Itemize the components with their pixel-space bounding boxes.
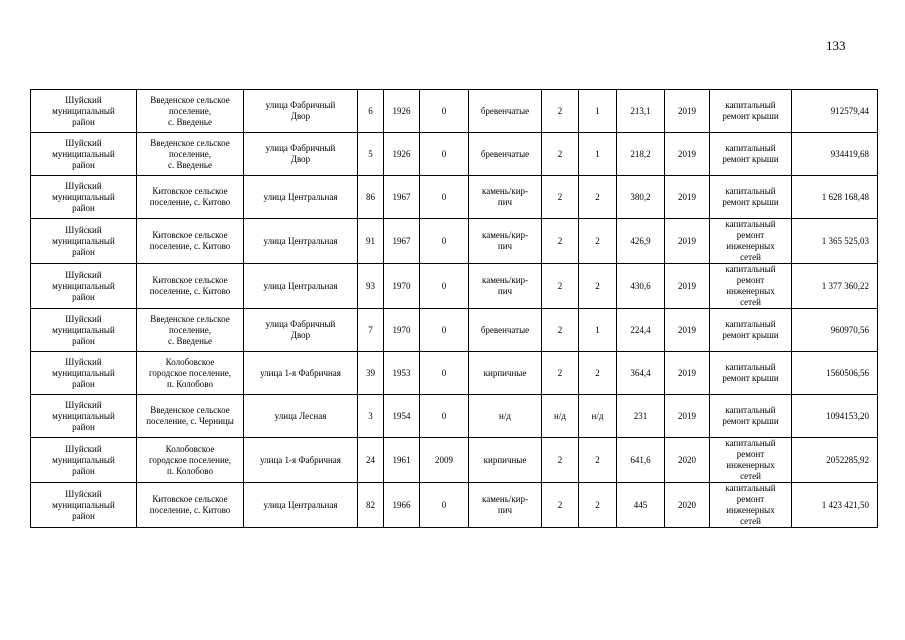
wall-material-text: камень/кир- пич — [481, 494, 529, 515]
wall-material-text: н/д — [499, 410, 511, 421]
build-year-cell — [384, 176, 420, 219]
street-cell — [244, 219, 358, 264]
floors-text: 2 — [557, 235, 563, 246]
build-year-cell — [384, 438, 420, 483]
wall-material-cell — [469, 219, 542, 264]
house-number-cell — [358, 264, 384, 309]
area-text: 380,2 — [630, 191, 651, 202]
cost-cell — [792, 309, 878, 352]
renovation-year-text: 0 — [441, 499, 447, 510]
house-number-text: 3 — [368, 410, 373, 421]
build-year-cell — [384, 352, 420, 395]
build-year-text: 1970 — [392, 280, 411, 291]
wall-material-text: кирпичные — [483, 367, 527, 378]
house-number-text: 24 — [366, 454, 375, 465]
plan-year-text: 2019 — [678, 235, 696, 246]
floors-text: 2 — [557, 367, 563, 378]
floors-cell — [542, 133, 579, 176]
area-text: 218,2 — [630, 148, 651, 159]
wall-material-cell — [469, 483, 542, 528]
entrances-text: 2 — [595, 499, 600, 510]
district-cell — [31, 90, 137, 133]
settlement-cell — [137, 309, 244, 352]
street-text: улица Фабричный Двор — [265, 143, 336, 164]
district-text: Шуйский муниципальный район — [52, 443, 115, 476]
plan-year-cell — [665, 90, 710, 133]
district-cell — [31, 483, 137, 528]
renovation-year-text: 2009 — [435, 454, 453, 465]
wall-material-text: бревенчатые — [480, 105, 530, 116]
street-cell — [244, 90, 358, 133]
table-row — [31, 483, 878, 528]
plan-year-cell — [665, 395, 710, 438]
floors-text: 2 — [557, 191, 563, 202]
house-number-text: 7 — [368, 324, 373, 335]
settlement-cell — [137, 133, 244, 176]
district-cell — [31, 176, 137, 219]
work-type-cell — [710, 219, 792, 264]
cost-text: 1 628 168,48 — [821, 191, 869, 202]
entrances-cell — [579, 176, 617, 219]
renovation-year-text: 0 — [441, 148, 447, 159]
plan-year-text: 2019 — [678, 324, 696, 335]
settlement-text: Введенское сельское поселение, с. Введенье — [150, 94, 230, 127]
area-cell — [617, 90, 665, 133]
street-text: улица 1-я Фабричная — [260, 454, 341, 465]
floors-cell — [542, 395, 579, 438]
build-year-text: 1967 — [392, 235, 411, 246]
wall-material-text: камень/кир- пич — [481, 275, 529, 296]
build-year-cell — [384, 395, 420, 438]
street-text: улица Центральная — [263, 499, 338, 510]
plan-year-text: 2019 — [678, 280, 696, 291]
cost-text: 1560506,56 — [826, 367, 869, 378]
floors-cell — [542, 352, 579, 395]
cost-cell — [792, 176, 878, 219]
renovation-year-text: 0 — [441, 367, 447, 378]
house-number-cell — [358, 352, 384, 395]
renovation-year-cell — [420, 219, 469, 264]
street-cell — [244, 352, 358, 395]
plan-year-cell — [665, 483, 710, 528]
work-type-text: капитальный ремонт крыши — [722, 186, 779, 207]
area-text: 224,4 — [630, 324, 651, 335]
entrances-cell — [579, 90, 617, 133]
entrances-cell — [579, 483, 617, 528]
district-text: Шуйский муниципальный район — [52, 488, 115, 521]
floors-cell — [542, 309, 579, 352]
work-type-cell — [710, 395, 792, 438]
wall-material-cell — [469, 133, 542, 176]
street-text: улица Центральная — [263, 191, 338, 202]
street-cell — [244, 264, 358, 309]
work-type-cell — [710, 176, 792, 219]
area-cell — [617, 438, 665, 483]
area-text: 641,6 — [630, 454, 651, 465]
area-text: 231 — [633, 410, 648, 421]
build-year-cell — [384, 90, 420, 133]
renovation-year-text: 0 — [441, 324, 447, 335]
table-row — [31, 133, 878, 176]
build-year-text: 1926 — [392, 105, 411, 116]
renovation-year-cell — [420, 352, 469, 395]
plan-year-text: 2019 — [678, 410, 696, 421]
floors-text: 2 — [557, 499, 563, 510]
work-type-text: капитальный ремонт крыши — [722, 319, 779, 340]
district-cell — [31, 309, 137, 352]
entrances-cell — [579, 133, 617, 176]
cost-text: 934419,68 — [830, 148, 869, 159]
renovation-year-cell — [420, 90, 469, 133]
area-cell — [617, 352, 665, 395]
work-type-cell — [710, 90, 792, 133]
district-cell — [31, 395, 137, 438]
housing-repair-table — [30, 89, 878, 528]
house-number-cell — [358, 483, 384, 528]
district-text: Шуйский муниципальный район — [52, 94, 115, 127]
entrances-cell — [579, 219, 617, 264]
renovation-year-cell — [420, 264, 469, 309]
house-number-cell — [358, 395, 384, 438]
work-type-text: капитальный ремонт инженерных сетей — [725, 264, 776, 307]
area-text: 430,6 — [630, 280, 651, 291]
street-text: улица Фабричный Двор — [265, 100, 336, 121]
settlement-text: Введенское сельское поселение, с. Черницы — [146, 405, 234, 426]
street-text: улица Центральная — [263, 235, 338, 246]
street-cell — [244, 395, 358, 438]
cost-cell — [792, 483, 878, 528]
entrances-cell — [579, 352, 617, 395]
renovation-year-cell — [420, 309, 469, 352]
street-text: улица 1-я Фабричная — [260, 367, 341, 378]
renovation-year-cell — [420, 438, 469, 483]
cost-text: 1 423 421,50 — [821, 499, 869, 510]
renovation-year-text: 0 — [441, 191, 447, 202]
settlement-text: Китовское сельское поселение, с. Китово — [149, 275, 231, 296]
entrances-text: 2 — [595, 367, 600, 378]
table-row — [31, 438, 878, 483]
build-year-text: 1953 — [392, 367, 411, 378]
settlement-text: Колобовское городское поселение, п. Колобово — [148, 443, 232, 476]
house-number-text: 5 — [368, 148, 373, 159]
settlement-cell — [137, 264, 244, 309]
renovation-year-text: 0 — [441, 235, 447, 246]
district-text: Шуйский муниципальный район — [52, 313, 115, 346]
wall-material-cell — [469, 309, 542, 352]
settlement-text: Колобовское городское поселение, п. Колобово — [148, 356, 232, 389]
work-type-cell — [710, 133, 792, 176]
build-year-cell — [384, 133, 420, 176]
cost-text: 1094153,20 — [826, 410, 869, 421]
cost-cell — [792, 133, 878, 176]
street-text: улица Центральная — [263, 280, 338, 291]
district-text: Шуйский муниципальный район — [52, 399, 115, 432]
wall-material-cell — [469, 438, 542, 483]
house-number-cell — [358, 176, 384, 219]
house-number-text: 39 — [366, 367, 375, 378]
floors-text: 2 — [557, 105, 563, 116]
renovation-year-text: 0 — [441, 410, 447, 421]
plan-year-cell — [665, 264, 710, 309]
build-year-cell — [384, 483, 420, 528]
settlement-cell — [137, 438, 244, 483]
settlement-text: Китовское сельское поселение, с. Китово — [149, 494, 231, 515]
house-number-text: 6 — [368, 105, 373, 116]
renovation-year-cell — [420, 176, 469, 219]
cost-cell — [792, 219, 878, 264]
work-type-text: капитальный ремонт инженерных сетей — [725, 438, 776, 481]
cost-text: 912579,44 — [830, 105, 869, 116]
floors-text: 2 — [557, 280, 563, 291]
entrances-text: 1 — [595, 105, 600, 116]
entrances-text: 2 — [595, 235, 600, 246]
table-row — [31, 395, 878, 438]
cost-cell — [792, 352, 878, 395]
floors-cell — [542, 264, 579, 309]
house-number-text: 93 — [366, 280, 375, 291]
district-text: Шуйский муниципальный район — [52, 180, 115, 213]
street-cell — [244, 438, 358, 483]
area-text: 445 — [633, 499, 648, 510]
cost-text: 2052285,92 — [826, 454, 869, 465]
cost-cell — [792, 395, 878, 438]
settlement-cell — [137, 219, 244, 264]
page-number: 133 — [826, 38, 846, 53]
build-year-text: 1954 — [392, 410, 411, 421]
district-cell — [31, 133, 137, 176]
area-text: 213,1 — [630, 105, 651, 116]
street-cell — [244, 483, 358, 528]
build-year-cell — [384, 309, 420, 352]
settlement-cell — [137, 483, 244, 528]
area-cell — [617, 176, 665, 219]
work-type-text: капитальный ремонт инженерных сетей — [725, 219, 776, 262]
plan-year-cell — [665, 352, 710, 395]
floors-cell — [542, 219, 579, 264]
wall-material-cell — [469, 264, 542, 309]
settlement-cell — [137, 352, 244, 395]
wall-material-text: камень/кир- пич — [481, 186, 529, 207]
area-cell — [617, 133, 665, 176]
area-cell — [617, 309, 665, 352]
floors-cell — [542, 483, 579, 528]
renovation-year-cell — [420, 483, 469, 528]
wall-material-cell — [469, 176, 542, 219]
wall-material-cell — [469, 395, 542, 438]
plan-year-text: 2020 — [678, 454, 696, 465]
entrances-text: 2 — [595, 454, 600, 465]
entrances-text: 2 — [595, 280, 600, 291]
renovation-year-text: 0 — [441, 280, 447, 291]
area-text: 364,4 — [630, 367, 651, 378]
entrances-text: н/д — [591, 410, 604, 421]
wall-material-text: бревенчатые — [480, 148, 530, 159]
district-cell — [31, 352, 137, 395]
cost-cell — [792, 438, 878, 483]
wall-material-cell — [469, 352, 542, 395]
floors-text: 2 — [557, 324, 563, 335]
street-text: улица Фабричный Двор — [265, 319, 336, 340]
entrances-text: 2 — [595, 191, 600, 202]
settlement-text: Китовское сельское поселение, с. Китово — [149, 230, 231, 251]
work-type-cell — [710, 438, 792, 483]
settlement-text: Введенское сельское поселение, с. Введенье — [150, 137, 230, 170]
area-cell — [617, 264, 665, 309]
table-row — [31, 264, 878, 309]
plan-year-cell — [665, 309, 710, 352]
street-cell — [244, 133, 358, 176]
renovation-year-cell — [420, 133, 469, 176]
house-number-text: 86 — [366, 191, 375, 202]
district-cell — [31, 264, 137, 309]
area-cell — [617, 395, 665, 438]
district-cell — [31, 438, 137, 483]
house-number-cell — [358, 438, 384, 483]
work-type-text: капитальный ремонт крыши — [722, 100, 779, 121]
floors-cell — [542, 176, 579, 219]
plan-year-cell — [665, 438, 710, 483]
build-year-text: 1926 — [392, 148, 411, 159]
cost-text: 1 377 360,22 — [821, 280, 869, 291]
plan-year-cell — [665, 133, 710, 176]
cost-text: 960970,56 — [830, 324, 869, 335]
build-year-text: 1967 — [392, 191, 411, 202]
build-year-cell — [384, 264, 420, 309]
wall-material-text: бревенчатые — [480, 324, 530, 335]
plan-year-text: 2019 — [678, 191, 696, 202]
work-type-cell — [710, 352, 792, 395]
entrances-text: 1 — [595, 148, 600, 159]
settlement-cell — [137, 395, 244, 438]
renovation-year-cell — [420, 395, 469, 438]
entrances-cell — [579, 309, 617, 352]
entrances-cell — [579, 438, 617, 483]
table-row — [31, 309, 878, 352]
wall-material-text: кирпичные — [483, 454, 527, 465]
floors-cell — [542, 438, 579, 483]
entrances-cell — [579, 264, 617, 309]
plan-year-text: 2019 — [678, 148, 696, 159]
plan-year-text: 2020 — [678, 499, 696, 510]
area-cell — [617, 483, 665, 528]
cost-text: 1 365 525,03 — [821, 235, 869, 246]
house-number-text: 91 — [366, 235, 375, 246]
district-text: Шуйский муниципальный район — [52, 137, 115, 170]
build-year-text: 1961 — [392, 454, 411, 465]
table-row — [31, 219, 878, 264]
district-text: Шуйский муниципальный район — [52, 224, 115, 257]
street-cell — [244, 309, 358, 352]
settlement-text: Введенское сельское поселение, с. Введенье — [150, 313, 230, 346]
table-row — [31, 90, 878, 133]
plan-year-text: 2019 — [678, 105, 696, 116]
work-type-cell — [710, 264, 792, 309]
work-type-text: капитальный ремонт крыши — [722, 362, 779, 383]
floors-cell — [542, 90, 579, 133]
entrances-text: 1 — [595, 324, 600, 335]
work-type-cell — [710, 309, 792, 352]
table-row — [31, 352, 878, 395]
build-year-text: 1970 — [392, 324, 411, 335]
settlement-text: Китовское сельское поселение, с. Китово — [149, 186, 231, 207]
district-text: Шуйский муниципальный район — [52, 356, 115, 389]
plan-year-cell — [665, 219, 710, 264]
settlement-cell — [137, 176, 244, 219]
cost-cell — [792, 264, 878, 309]
settlement-cell — [137, 90, 244, 133]
work-type-cell — [710, 483, 792, 528]
cost-cell — [792, 90, 878, 133]
district-text: Шуйский муниципальный район — [52, 269, 115, 302]
work-type-text: капитальный ремонт крыши — [722, 143, 779, 164]
house-number-cell — [358, 133, 384, 176]
build-year-cell — [384, 219, 420, 264]
floors-text: 2 — [557, 454, 563, 465]
area-cell — [617, 219, 665, 264]
work-type-text: капитальный ремонт крыши — [722, 405, 779, 426]
table-row — [31, 176, 878, 219]
plan-year-cell — [665, 176, 710, 219]
work-type-text: капитальный ремонт инженерных сетей — [725, 483, 776, 526]
entrances-cell — [579, 395, 617, 438]
floors-text: н/д — [554, 410, 566, 421]
build-year-text: 1966 — [392, 499, 411, 510]
street-text: улица Лесная — [274, 410, 327, 421]
house-number-cell — [358, 219, 384, 264]
wall-material-text: камень/кир- пич — [481, 230, 529, 251]
district-cell — [31, 219, 137, 264]
house-number-text: 82 — [366, 499, 375, 510]
street-cell — [244, 176, 358, 219]
house-number-cell — [358, 90, 384, 133]
renovation-year-text: 0 — [441, 105, 447, 116]
plan-year-text: 2019 — [678, 367, 696, 378]
floors-text: 2 — [557, 148, 563, 159]
area-text: 426,9 — [630, 235, 651, 246]
house-number-cell — [358, 309, 384, 352]
wall-material-cell — [469, 90, 542, 133]
